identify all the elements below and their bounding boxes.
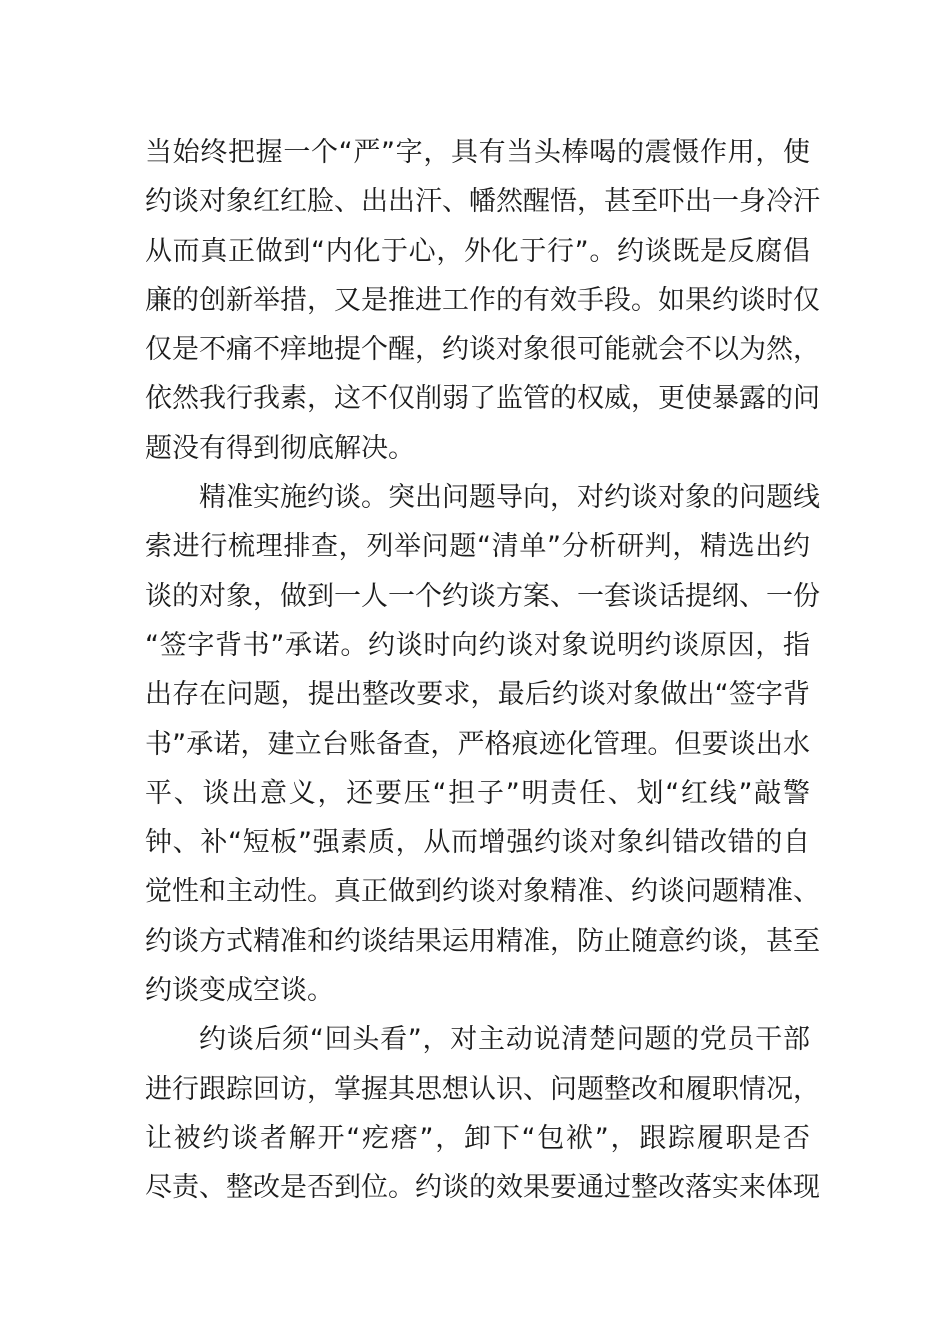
text-line: 书”承诺，建立台账备查，严格痕迹化管理。但要谈出水 (145, 728, 810, 760)
body-text (145, 128, 820, 1213)
text-line: 进行跟踪回访，掌握其思想认识、问题整改和履职情况， (145, 1073, 820, 1105)
paragraph-first-line: 约谈后须“回头看”，对主动说清楚问题的党员干部 (199, 1024, 810, 1056)
text-line: 让被约谈者解开“疙瘩”，卸下“包袱”，跟踪履职是否 (145, 1122, 810, 1154)
text-line: “签字背书”承诺。约谈时向约谈对象说明约谈原因，指 (145, 629, 810, 661)
text-line: 索进行梳理排查，列举问题“清单”分析研判，精选出约 (145, 531, 810, 563)
paragraph-first-line: 精准实施约谈。突出问题导向，对约谈对象的问题线 (199, 482, 820, 514)
text-line: 约谈对象红红脸、出出汗、幡然醒悟，甚至吓出一身冷汗 (145, 186, 820, 218)
text-line: 钟、补“短板”强素质，从而增强约谈对象纠错改错的自 (145, 827, 810, 859)
text-line: 谈的对象，做到一人一个约谈方案、一套谈话提纲、一份 (145, 580, 820, 612)
text-line: 题没有得到彻底解决。 (145, 432, 415, 464)
text-line: 约谈变成空谈。 (145, 975, 334, 1007)
text-line: 觉性和主动性。真正做到约谈对象精准、约谈问题精准、 (145, 876, 820, 908)
text-line: 约谈方式精准和约谈结果运用精准，防止随意约谈，甚至 (145, 925, 820, 957)
text-line: 平、谈出意义，还要压“担子”明责任、划“红线”敲警 (145, 777, 810, 809)
text-line: 尽责、整改是否到位。约谈的效果要通过整改落实来体现 (145, 1172, 820, 1204)
text-line: 从而真正做到“内化于心，外化于行”。约谈既是反腐倡 (145, 235, 810, 267)
text-line: 当始终把握一个“严”字，具有当头棒喝的震慑作用，使 (145, 137, 810, 168)
text-line: 出存在问题，提出整改要求，最后约谈对象做出“签字背 (145, 679, 810, 711)
text-line: 廉的创新举措，又是推进工作的有效手段。如果约谈时仅 (145, 284, 820, 316)
text-line: 依然我行我素，这不仅削弱了监管的权威，更使暴露的问 (145, 383, 820, 415)
text-line: 仅是不痛不痒地提个醒，约谈对象很可能就会不以为然， (145, 334, 820, 366)
